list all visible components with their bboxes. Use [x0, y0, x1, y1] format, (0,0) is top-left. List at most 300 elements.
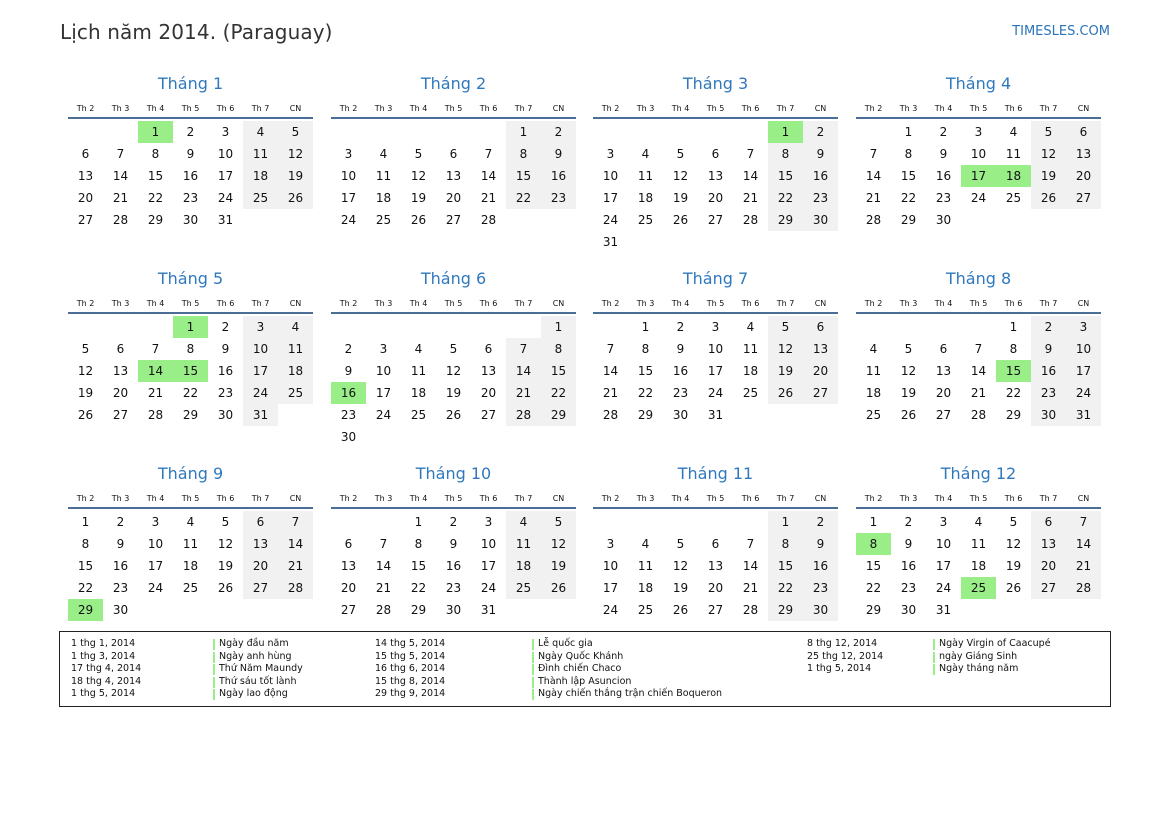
day-cell: 24 [602, 213, 619, 227]
weekday-label: Th 7 [1039, 299, 1058, 308]
month-name: Tháng 6 [420, 269, 487, 288]
day-cell: 2 [186, 125, 195, 139]
day-cell: 15 [865, 559, 882, 573]
day-cell: 8 [768, 143, 803, 165]
day-cell: 18 [375, 191, 392, 205]
day-cell: 29 [768, 209, 803, 231]
day-cell: 5 [449, 342, 458, 356]
day-cell: 25 [637, 213, 654, 227]
weekday-label: Th 6 [741, 299, 760, 308]
legend-date: 14 thg 5, 2014 [375, 638, 446, 649]
day-grid [856, 511, 1101, 621]
day-grid [68, 511, 313, 621]
day-cell: 20 [112, 386, 129, 400]
legend-date: 8 thg 12, 2014 [807, 638, 878, 649]
day-cell: 6 [803, 316, 838, 338]
month-block [593, 463, 838, 621]
day-cell: 16 [935, 169, 952, 183]
day-cell: 1 [641, 320, 650, 334]
month-name: Tháng 3 [682, 74, 749, 93]
day-cell: 25 [637, 603, 654, 617]
day-cell: 26 [445, 408, 462, 422]
day-cell: 7 [869, 147, 878, 161]
day-cell: 12 [900, 364, 917, 378]
day-cell: 31 [707, 408, 724, 422]
day-cell: 21 [112, 191, 129, 205]
day-cell: 19 [1031, 165, 1066, 187]
day-cell: 11 [865, 364, 882, 378]
day-cell: 2 [221, 320, 230, 334]
day-cell: 21 [742, 191, 759, 205]
day-cell: 22 [77, 581, 94, 595]
day-cell: 21 [602, 386, 619, 400]
month-block [331, 463, 576, 621]
legend-holiday-name: Ngày lao động [213, 688, 303, 701]
day-cell: 10 [340, 169, 357, 183]
day-cell: 12 [217, 537, 234, 551]
day-cell: 24 [147, 581, 164, 595]
day-cell: 8 [1009, 342, 1018, 356]
day-grid [68, 121, 313, 231]
legend-holiday-name: Ngày tháng năm [933, 663, 1051, 676]
day-cell: 11 [1005, 147, 1022, 161]
day-cell: 5 [81, 342, 90, 356]
day-cell: 31 [935, 603, 952, 617]
page-title: Lịch năm 2014. (Paraguay) [60, 20, 333, 44]
legend-dates [71, 638, 141, 701]
day-cell: 3 [344, 147, 353, 161]
legend-date: 29 thg 9, 2014 [375, 688, 446, 700]
day-cell: 11 [970, 537, 987, 551]
empty-cell [506, 316, 541, 338]
day-cell: 29 [900, 213, 917, 227]
day-cell: 21 [375, 581, 392, 595]
day-cell: 10 [1066, 338, 1101, 360]
day-cell: 31 [1066, 404, 1101, 426]
day-cell: 3 [221, 125, 230, 139]
day-cell: 3 [606, 537, 615, 551]
weekday-label: Th 5 [181, 104, 200, 113]
legend-date: 15 thg 8, 2014 [375, 675, 446, 687]
day-cell: 21 [278, 555, 313, 577]
holiday-day-cell: 16 [331, 382, 366, 404]
legend-date: 1 thg 5, 2014 [71, 688, 136, 700]
weekday-label: Th 5 [181, 494, 200, 503]
day-cell: 24 [340, 213, 357, 227]
day-cell: 13 [707, 169, 724, 183]
day-cell: 19 [900, 386, 917, 400]
day-cell: 30 [1031, 404, 1066, 426]
legend-holiday-name: Lễ quốc gia [532, 638, 722, 651]
day-cell: 26 [217, 581, 234, 595]
day-cell: 22 [1005, 386, 1022, 400]
empty-cell [628, 121, 663, 143]
day-cell: 4 [641, 537, 650, 551]
empty-cell [366, 511, 401, 533]
day-cell: 29 [865, 603, 882, 617]
weekday-label: Th 6 [1004, 494, 1023, 503]
weekday-label: Th 7 [514, 494, 533, 503]
empty-cell [891, 316, 926, 338]
month-block [68, 268, 313, 426]
day-cell: 23 [935, 191, 952, 205]
day-cell: 25 [182, 581, 199, 595]
weekday-label: Th 4 [409, 494, 428, 503]
month-name: Tháng 10 [415, 464, 492, 483]
day-cell: 18 [742, 364, 759, 378]
day-cell: 26 [278, 187, 313, 209]
day-cell: 23 [340, 408, 357, 422]
day-cell: 18 [182, 559, 199, 573]
day-cell: 14 [375, 559, 392, 573]
holiday-day-cell: 18 [996, 165, 1031, 187]
day-cell: 6 [344, 537, 353, 551]
day-cell: 13 [1066, 143, 1101, 165]
day-cell: 11 [637, 559, 654, 573]
day-cell: 27 [112, 408, 129, 422]
day-cell: 11 [375, 169, 392, 183]
day-cell: 23 [803, 187, 838, 209]
day-cell: 16 [541, 165, 576, 187]
legend-date: 16 thg 6, 2014 [375, 663, 446, 675]
weekday-label: Th 3 [374, 494, 393, 503]
weekday-label: CN [289, 494, 302, 503]
day-cell: 29 [182, 408, 199, 422]
day-cell: 31 [243, 404, 278, 426]
weekday-label: Th 5 [969, 299, 988, 308]
month-block [331, 73, 576, 231]
weekday-label: Th 4 [934, 104, 953, 113]
legend-holiday-name: Thứ sáu tốt lành [213, 676, 303, 689]
weekday-label: Th 2 [601, 494, 620, 503]
day-cell: 22 [506, 187, 541, 209]
weekday-label: Th 2 [339, 299, 358, 308]
day-cell: 21 [506, 382, 541, 404]
day-cell: 27 [707, 213, 724, 227]
day-cell: 28 [742, 603, 759, 617]
day-cell: 16 [217, 364, 234, 378]
day-cell: 11 [182, 537, 199, 551]
weekday-label: Th 3 [899, 299, 918, 308]
day-cell: 24 [935, 581, 952, 595]
day-cell: 9 [541, 143, 576, 165]
weekday-label: Th 3 [899, 494, 918, 503]
day-cell: 24 [707, 386, 724, 400]
day-cell: 18 [506, 555, 541, 577]
day-cell: 8 [541, 338, 576, 360]
day-cell: 23 [672, 386, 689, 400]
day-cell: 5 [1031, 121, 1066, 143]
day-cell: 24 [602, 603, 619, 617]
month-name: Tháng 4 [945, 74, 1012, 93]
day-cell: 10 [375, 364, 392, 378]
day-cell: 8 [186, 342, 195, 356]
weekday-label: Th 5 [444, 494, 463, 503]
day-cell: 19 [217, 559, 234, 573]
day-cell: 24 [217, 191, 234, 205]
empty-cell [331, 316, 366, 338]
weekday-label: Th 6 [216, 494, 235, 503]
site-link[interactable]: TIMESLES.COM [1012, 24, 1110, 39]
day-cell: 4 [278, 316, 313, 338]
legend-holiday-name: Ngày Virgin of Caacupé [933, 638, 1051, 651]
weekday-label: Th 2 [601, 299, 620, 308]
weekday-header [68, 290, 313, 312]
day-cell: 26 [672, 603, 689, 617]
day-cell: 30 [935, 213, 952, 227]
holiday-legend [59, 631, 1111, 707]
day-cell: 16 [182, 169, 199, 183]
day-cell: 5 [676, 537, 685, 551]
empty-cell [401, 316, 436, 338]
day-cell: 1 [81, 515, 90, 529]
day-cell: 8 [641, 342, 650, 356]
day-cell: 16 [112, 559, 129, 573]
weekday-label: Th 7 [514, 104, 533, 113]
day-cell: 25 [375, 213, 392, 227]
legend-dates [807, 638, 883, 676]
day-cell: 27 [803, 382, 838, 404]
day-cell: 17 [602, 191, 619, 205]
day-cell: 17 [340, 191, 357, 205]
day-cell: 28 [112, 213, 129, 227]
day-cell: 20 [707, 581, 724, 595]
day-grid [856, 121, 1101, 231]
day-cell: 5 [221, 515, 230, 529]
weekday-label: Th 5 [444, 104, 463, 113]
day-cell: 30 [217, 408, 234, 422]
day-grid [68, 316, 313, 426]
day-cell: 9 [344, 364, 353, 378]
day-cell: 2 [904, 515, 913, 529]
day-cell: 30 [445, 603, 462, 617]
day-cell: 25 [865, 408, 882, 422]
empty-cell [663, 511, 698, 533]
legend-names [532, 638, 722, 701]
weekday-label: Th 5 [969, 494, 988, 503]
day-cell: 2 [449, 515, 458, 529]
month-name: Tháng 1 [157, 74, 224, 93]
day-cell: 5 [278, 121, 313, 143]
holiday-day-cell: 14 [138, 360, 173, 382]
day-cell: 24 [1066, 382, 1101, 404]
day-cell: 18 [970, 559, 987, 573]
day-cell: 20 [445, 191, 462, 205]
day-cell: 15 [541, 360, 576, 382]
day-cell: 10 [147, 537, 164, 551]
day-cell: 14 [742, 559, 759, 573]
month-block [68, 463, 313, 621]
holiday-day-cell: 8 [856, 533, 891, 555]
day-cell: 14 [742, 169, 759, 183]
day-cell: 7 [1066, 511, 1101, 533]
day-cell: 22 [637, 386, 654, 400]
day-cell: 7 [379, 537, 388, 551]
day-cell: 6 [1031, 511, 1066, 533]
day-cell: 9 [676, 342, 685, 356]
day-cell: 28 [865, 213, 882, 227]
day-cell: 8 [81, 537, 90, 551]
day-cell: 16 [900, 559, 917, 573]
weekday-label: Th 3 [636, 494, 655, 503]
legend-holiday-name: Thành lập Asuncion [532, 676, 722, 689]
weekday-label: Th 7 [776, 104, 795, 113]
legend-date: 1 thg 5, 2014 [807, 663, 872, 675]
day-cell: 12 [77, 364, 94, 378]
day-cell: 22 [410, 581, 427, 595]
day-cell: 4 [186, 515, 195, 529]
day-cell: 6 [711, 537, 720, 551]
weekday-label: CN [814, 494, 827, 503]
weekday-label: Th 6 [479, 104, 498, 113]
day-cell: 26 [768, 382, 803, 404]
day-cell: 7 [484, 147, 493, 161]
weekday-label: CN [552, 494, 565, 503]
day-cell: 26 [410, 213, 427, 227]
day-cell: 10 [602, 169, 619, 183]
weekday-label: Th 7 [1039, 104, 1058, 113]
day-cell: 22 [900, 191, 917, 205]
empty-cell [856, 316, 891, 338]
day-cell: 7 [506, 338, 541, 360]
day-cell: 28 [278, 577, 313, 599]
day-cell: 15 [147, 169, 164, 183]
day-cell: 18 [865, 386, 882, 400]
day-cell: 6 [939, 342, 948, 356]
day-cell: 13 [243, 533, 278, 555]
day-cell: 5 [904, 342, 913, 356]
day-cell: 23 [803, 577, 838, 599]
day-cell: 16 [672, 364, 689, 378]
day-cell: 9 [904, 537, 913, 551]
legend-holiday-name: ngày Giáng Sinh [933, 651, 1051, 664]
day-cell: 16 [445, 559, 462, 573]
day-cell: 2 [676, 320, 685, 334]
day-cell: 24 [243, 382, 278, 404]
day-cell: 3 [606, 147, 615, 161]
day-cell: 8 [414, 537, 423, 551]
day-cell: 23 [112, 581, 129, 595]
day-grid [593, 511, 838, 621]
empty-cell [593, 511, 628, 533]
day-cell: 9 [449, 537, 458, 551]
day-cell: 22 [768, 577, 803, 599]
legend-dates [375, 638, 445, 701]
day-cell: 17 [243, 360, 278, 382]
day-cell: 19 [541, 555, 576, 577]
weekday-label: Th 7 [1039, 494, 1058, 503]
day-cell: 21 [1066, 555, 1101, 577]
day-cell: 20 [935, 386, 952, 400]
day-cell: 30 [182, 213, 199, 227]
day-cell: 8 [768, 533, 803, 555]
empty-cell [366, 121, 401, 143]
weekday-label: CN [552, 104, 565, 113]
weekday-label: Th 4 [934, 494, 953, 503]
day-cell: 2 [803, 511, 838, 533]
day-cell: 28 [480, 213, 497, 227]
weekday-label: Th 2 [339, 494, 358, 503]
day-cell: 27 [243, 577, 278, 599]
empty-cell [733, 511, 768, 533]
day-cell: 12 [672, 559, 689, 573]
empty-cell [68, 121, 103, 143]
weekday-label: Th 5 [444, 299, 463, 308]
weekday-label: CN [289, 104, 302, 113]
day-cell: 11 [506, 533, 541, 555]
day-cell: 20 [803, 360, 838, 382]
holiday-day-cell: 15 [173, 360, 208, 382]
day-cell: 9 [939, 147, 948, 161]
day-cell: 17 [147, 559, 164, 573]
weekday-label: Th 3 [899, 104, 918, 113]
day-cell: 11 [410, 364, 427, 378]
day-cell: 17 [1066, 360, 1101, 382]
day-cell: 30 [672, 408, 689, 422]
day-cell: 11 [742, 342, 759, 356]
day-cell: 31 [217, 213, 234, 227]
day-grid [593, 316, 838, 426]
day-cell: 20 [340, 581, 357, 595]
weekday-header [331, 485, 576, 507]
day-cell: 15 [77, 559, 94, 573]
day-grid [331, 316, 576, 448]
holiday-day-cell: 1 [768, 121, 803, 143]
day-cell: 29 [1005, 408, 1022, 422]
empty-cell [593, 121, 628, 143]
weekday-label: CN [814, 299, 827, 308]
day-cell: 14 [602, 364, 619, 378]
day-cell: 18 [410, 386, 427, 400]
empty-cell [401, 121, 436, 143]
day-cell: 7 [746, 147, 755, 161]
day-cell: 24 [375, 408, 392, 422]
day-cell: 20 [77, 191, 94, 205]
day-cell: 26 [1031, 187, 1066, 209]
day-cell: 28 [506, 404, 541, 426]
legend-holiday-name: Đình chiến Chaco [532, 663, 722, 676]
day-cell: 14 [278, 533, 313, 555]
month-name: Tháng 5 [157, 269, 224, 288]
day-cell: 2 [344, 342, 353, 356]
day-cell: 20 [243, 555, 278, 577]
empty-cell [331, 511, 366, 533]
weekday-label: Th 3 [636, 104, 655, 113]
day-cell: 26 [541, 577, 576, 599]
day-cell: 21 [480, 191, 497, 205]
legend-holiday-name: Ngày Quốc Khánh [532, 651, 722, 664]
day-cell: 4 [506, 511, 541, 533]
empty-cell [471, 121, 506, 143]
empty-cell [628, 511, 663, 533]
empty-cell [436, 121, 471, 143]
weekday-label: Th 4 [409, 104, 428, 113]
day-cell: 10 [243, 338, 278, 360]
month-block [856, 268, 1101, 426]
month-block [593, 268, 838, 426]
empty-cell [103, 316, 138, 338]
day-cell: 3 [711, 320, 720, 334]
day-cell: 1 [904, 125, 913, 139]
day-grid [331, 121, 576, 231]
day-cell: 17 [217, 169, 234, 183]
day-cell: 13 [445, 169, 462, 183]
day-cell: 16 [803, 165, 838, 187]
legend-holiday-name: Ngày đầu năm [213, 638, 303, 651]
day-cell: 5 [414, 147, 423, 161]
day-cell: 12 [768, 338, 803, 360]
weekday-label: Th 6 [741, 104, 760, 113]
